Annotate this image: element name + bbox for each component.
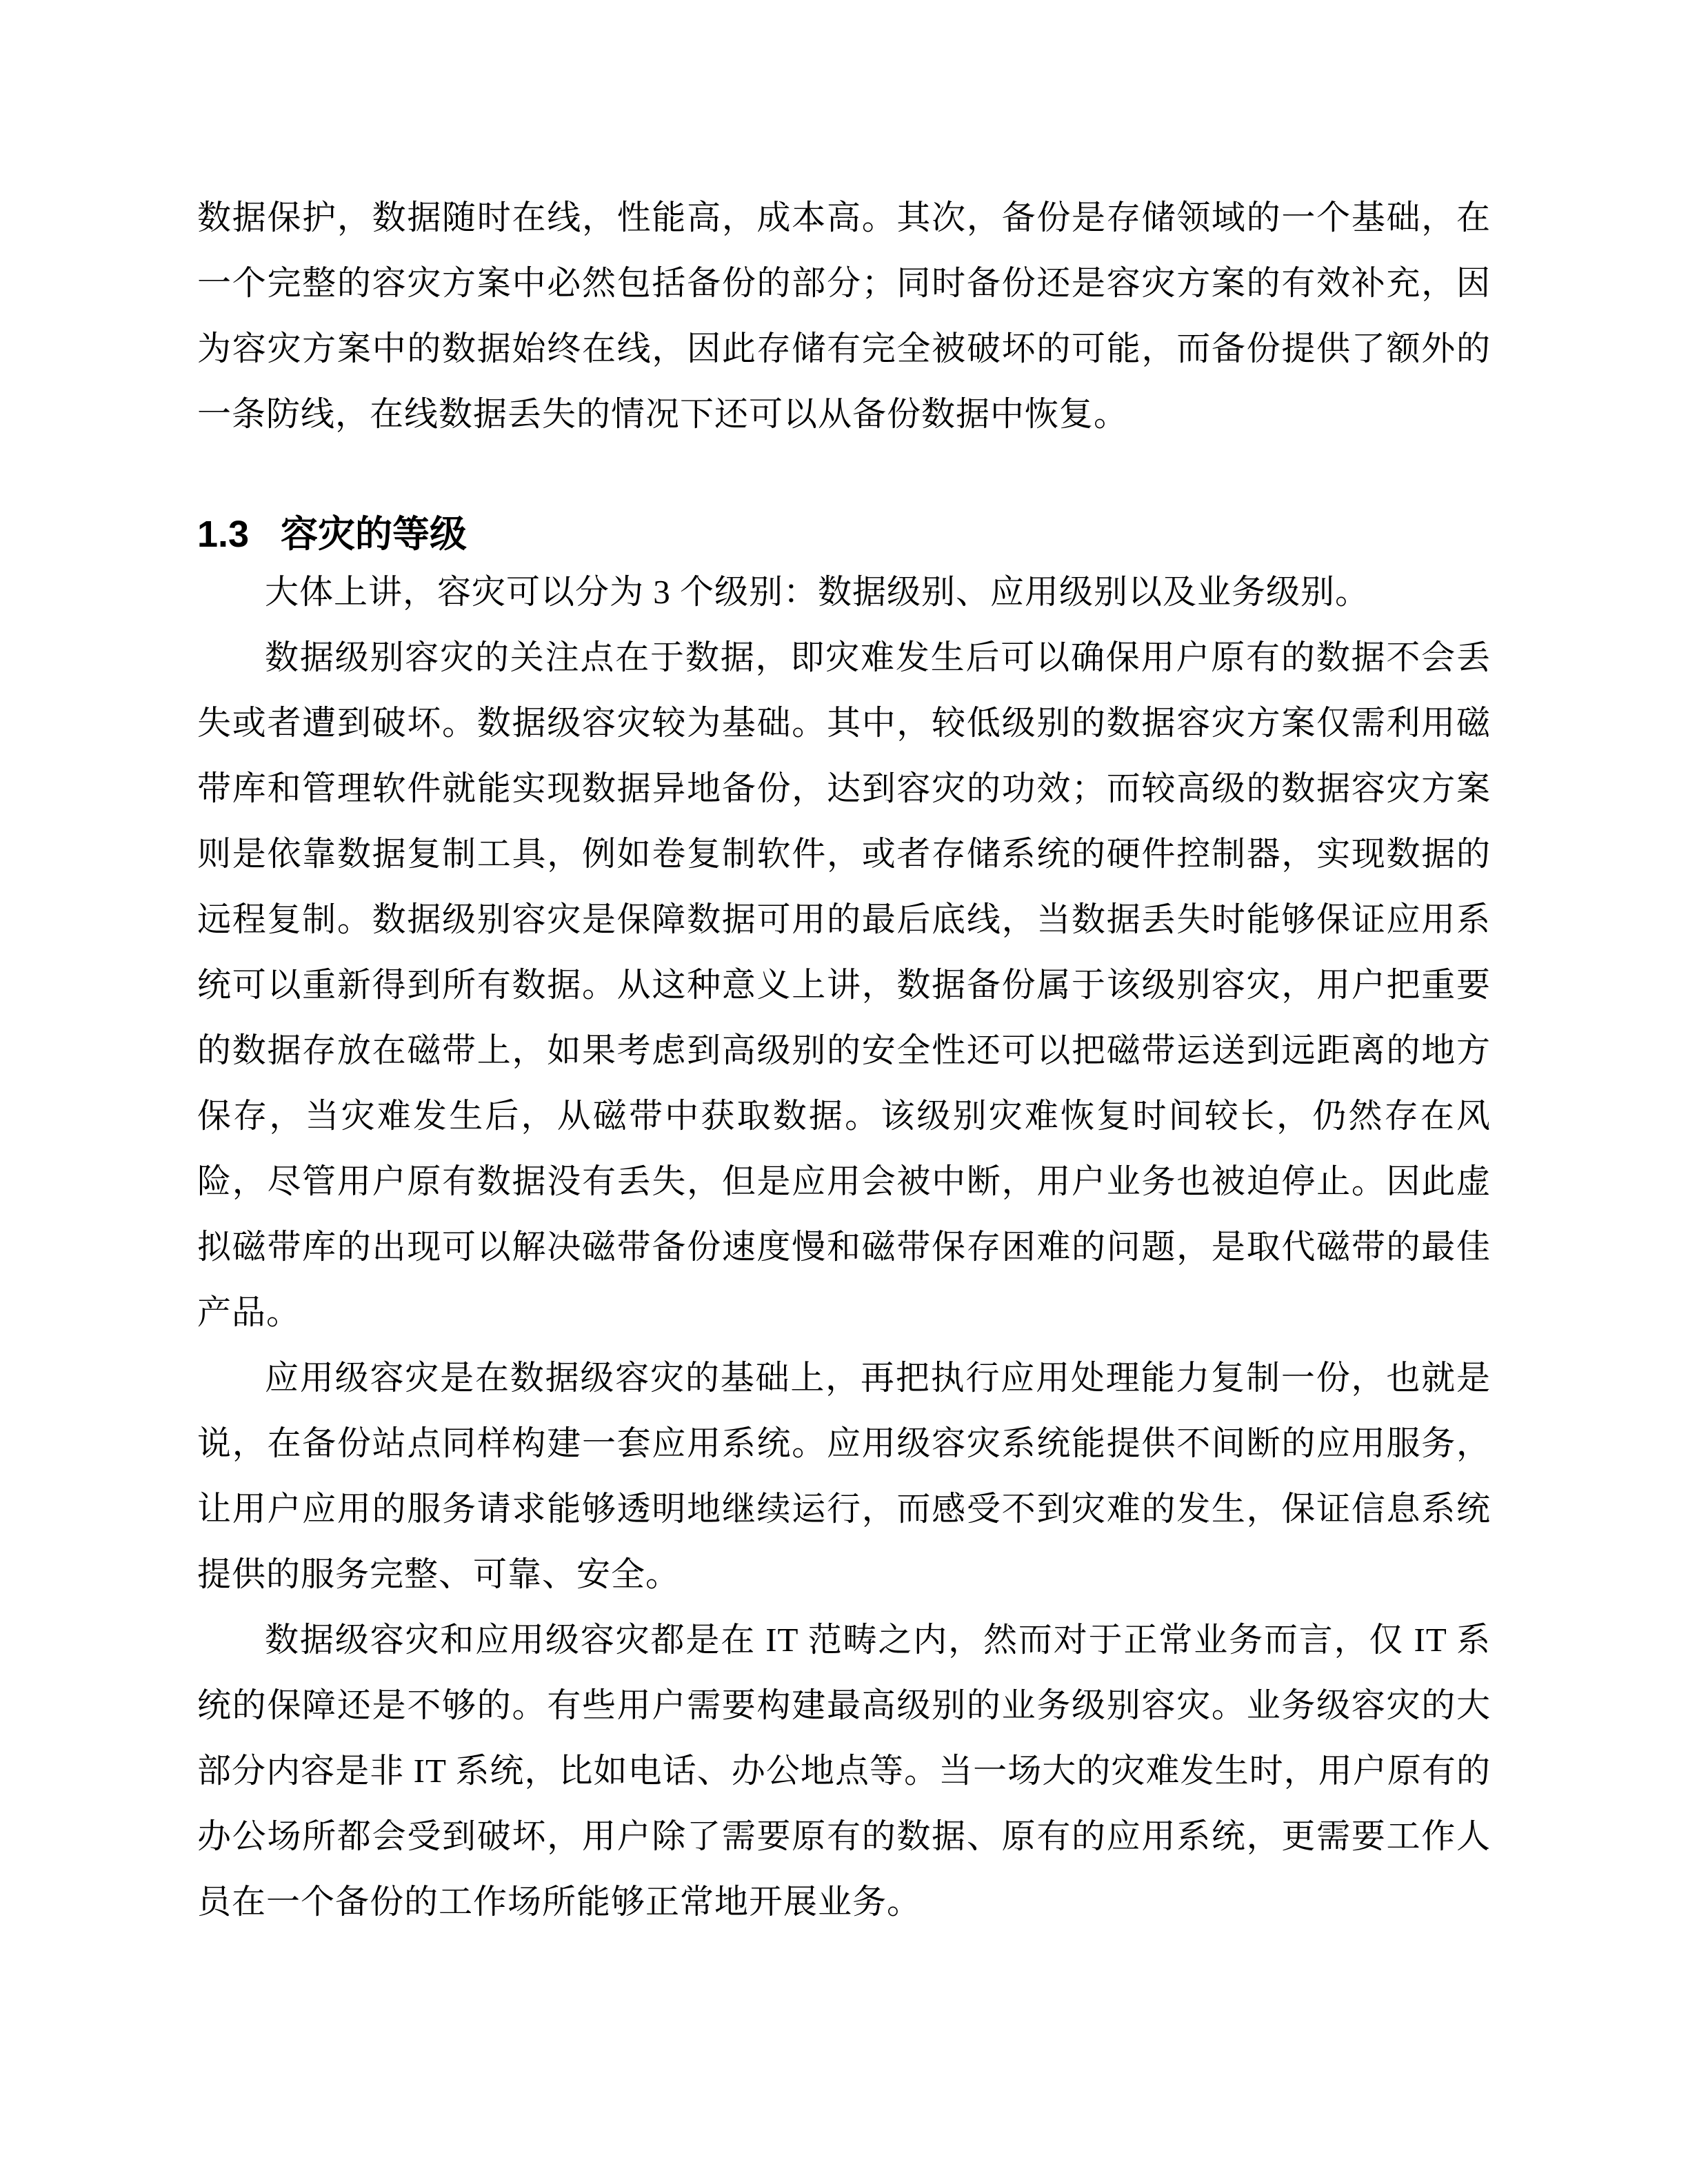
section-heading-title: 容灾的等级 <box>280 514 467 555</box>
paragraph-disaster-levels-overview: 大体上讲，容灾可以分为 3 个级别：数据级别、应用级别以及业务级别。 <box>265 573 1370 611</box>
section-heading <box>197 502 1491 567</box>
section-heading-number: 1.3 <box>197 514 250 555</box>
paragraph-business-level: 数据级容灾和应用级容灾都是在 IT 范畴之内，然而对于正常业务而言，仅 IT 系统的保障还是不够的。有些用户需要构建最高级别的业务级别容灾。业务级容灾的大部分内容是非 IT 系统，比如电话、办公地点等。当一场大的灾难发生时，用户原有的办公场所都会受到破坏，用户除了需要原有的数据、原有的应用系统，更需要工作人员在一个备份的工作场所能够正常地开展业务。 <box>197 1621 1491 1921</box>
paragraph-application-level: 应用级容灾是在数据级容灾的基础上，再把执行应用处理能力复制一份，也就是说，在备份站点同样构建一套应用系统。应用级容灾系统能提供不间断的应用服务，让用户应用的服务请求能够透明地继续运行，而感受不到灾难的发生，保证信息系统提供的服务完整、可靠、安全。 <box>197 1359 1491 1593</box>
paragraph-data-level: 数据级别容灾的关注点在于数据，即灾难发生后可以确保用户原有的数据不会丢失或者遭到破坏。数据级容灾较为基础。其中，较低级别的数据容灾方案仅需利用磁带库和管理软件就能实现数据异地备份，达到容灾的功效；而较高级的数据容灾方案则是依靠数据复制工具，例如卷复制软件，或者存储系统的硬件控制器，实现数据的远程复制。数据级别容灾是保障数据可用的最后底线，当数据丢失时能够保证应用系统可以重新得到所有数据。从这种意义上讲，数据备份属于该级别容灾，用户把重要的数据存放在磁带上，如果考虑到高级别的安全性还可以把磁带运送到远距离的地方保存，当灾难发生后，从磁带中获取数据。该级别灾难恢复时间较长，仍然存在风险，尽管用户原有数据没有丢失，但是应用会被中断，用户业务也被迫停止。因此虚拟磁带库的出现可以解决磁带备份速度慢和磁带保存困难的问题，是取代磁带的最佳产品。 <box>197 638 1491 1331</box>
intro-paragraph: 数据保护，数据随时在线，性能高，成本高。其次，备份是存储领域的一个基础，在一个完整的容灾方案中必然包括备份的部分；同时备份还是容灾方案的有效补充，因为容灾方案中的数据始终在线，因此存储有完全被破坏的可能，而备份提供了额外的一条防线，在线数据丢失的情况下还可以从备份数据中恢复。 <box>197 199 1491 433</box>
